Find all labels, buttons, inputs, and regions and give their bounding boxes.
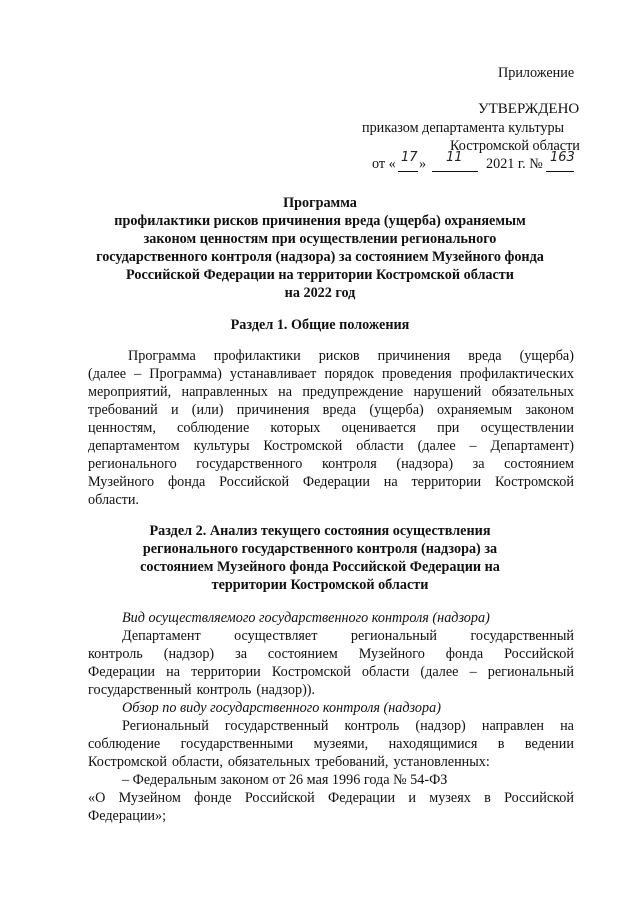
word: причинения xyxy=(236,402,310,418)
word: соблюдение xyxy=(177,420,250,436)
word: Российской xyxy=(244,790,315,806)
word: территории xyxy=(411,474,482,490)
word: Российской xyxy=(504,646,574,662)
law-bullet: – Федеральным законом от 26 мая 1996 года № 54-ФЗ xyxy=(122,772,448,788)
word: региональный xyxy=(487,664,574,680)
paragraph-line xyxy=(122,627,574,645)
word: (ущерба) xyxy=(519,348,574,364)
paragraph-line xyxy=(88,383,574,401)
paragraph-line xyxy=(88,735,574,753)
word: нарушений xyxy=(413,384,482,400)
title-line: законом ценностям при осуществлении регионального xyxy=(143,231,497,247)
word: Федерации xyxy=(88,664,156,680)
word: (ущерба) xyxy=(369,402,424,418)
word: состоянием xyxy=(267,646,338,662)
title-line: Программа xyxy=(283,195,357,211)
word: на xyxy=(166,664,180,680)
word: профилактики xyxy=(213,348,301,364)
word: области. xyxy=(88,492,139,508)
word: ценностям, xyxy=(88,420,156,436)
word: фонде xyxy=(194,790,232,806)
paragraph-line xyxy=(122,717,574,735)
date-prefix: от « xyxy=(372,156,396,172)
word: департаментом xyxy=(88,438,180,454)
word: и xyxy=(170,402,179,418)
word: проведения xyxy=(382,366,452,382)
word: Федерации xyxy=(302,474,370,490)
paragraph-line xyxy=(88,491,574,509)
word: рисков xyxy=(318,348,360,364)
order-number-handwritten: 163 xyxy=(550,150,575,165)
paragraph-line xyxy=(128,347,574,365)
number-underline xyxy=(546,171,574,172)
word: регионального xyxy=(88,456,177,472)
word: территории xyxy=(191,664,261,680)
word: культуры xyxy=(193,438,250,454)
word: государственный xyxy=(470,628,574,644)
word: на xyxy=(278,384,293,400)
word: Программа xyxy=(128,348,196,364)
paragraph-line xyxy=(88,789,574,807)
word: области xyxy=(361,664,410,680)
word: – xyxy=(469,664,477,680)
word: за xyxy=(235,646,247,662)
word: охраняемым xyxy=(436,402,513,418)
title-line: государственного контроля (надзора) за состоянием Музейного фонда xyxy=(96,249,544,265)
word: Региональный xyxy=(122,718,209,734)
paragraph-line xyxy=(88,753,574,771)
word: которых xyxy=(270,420,321,436)
section-2-heading-line: состоянием Музейного фонда Российской Федерации на xyxy=(140,559,500,575)
word: предупреждение xyxy=(302,384,404,400)
word: осуществлении xyxy=(480,420,574,436)
word: Костромской xyxy=(271,664,351,680)
word: контроля xyxy=(321,456,377,472)
paragraph-line xyxy=(88,365,574,383)
word: причинения xyxy=(377,348,451,364)
word: в xyxy=(497,736,505,752)
word: профилактических xyxy=(459,366,574,382)
subheading-control-overview: Обзор по виду государственного контроля (надзора) xyxy=(122,700,441,716)
word: государственного xyxy=(196,456,303,472)
word: направленных xyxy=(181,384,268,400)
word: (надзора) xyxy=(396,456,454,472)
word: области xyxy=(356,438,404,454)
word: законом xyxy=(525,402,574,418)
title-line: профилактики рисков причинения вреда (ущерба) охраняемым xyxy=(114,213,526,229)
word: при xyxy=(437,420,460,436)
day-underline xyxy=(398,171,418,172)
word: (надзор)). xyxy=(256,682,316,698)
section-2-heading-line: регионального государственного контроля (надзора) за xyxy=(142,541,498,557)
word: фонда xyxy=(445,646,484,662)
word: контроль xyxy=(344,718,400,734)
word: региональный xyxy=(350,628,438,644)
word: требований xyxy=(88,402,158,418)
word: и xyxy=(408,790,416,806)
word: Костромской xyxy=(88,754,167,770)
word: (далее xyxy=(88,366,127,382)
word: музеями, xyxy=(313,736,369,752)
paragraph-line xyxy=(88,807,574,825)
paragraph-line xyxy=(88,645,574,663)
approved-stamp: УТВЕРЖДЕНО xyxy=(478,101,580,117)
title-line: Российской Федерации на территории Костромской области xyxy=(126,267,514,283)
word: в xyxy=(484,790,491,806)
word: контроль xyxy=(88,646,143,662)
region-line: Костромской области xyxy=(450,138,580,154)
word: Музейного xyxy=(88,474,155,490)
word: – xyxy=(134,366,142,382)
word: Российской xyxy=(504,790,574,806)
word: Департамент) xyxy=(490,438,574,454)
word: Департамент xyxy=(122,628,201,644)
word: Костромской xyxy=(494,474,574,490)
order-line: приказом департамента культуры xyxy=(362,120,565,136)
word: Федерации xyxy=(328,790,396,806)
day-handwritten: 17 xyxy=(401,150,418,165)
word: оценивается xyxy=(341,420,416,436)
paragraph-line xyxy=(88,473,574,491)
word: Костромской xyxy=(263,438,343,454)
paragraph-line xyxy=(88,663,574,681)
paragraph-line xyxy=(88,401,574,419)
date-mid: » xyxy=(419,156,427,172)
paragraph-line xyxy=(88,455,574,473)
paragraph-line xyxy=(88,419,574,437)
word: состоянием xyxy=(504,456,574,472)
section-1-heading: Раздел 1. Общие положения xyxy=(230,317,410,333)
word: области, xyxy=(171,754,223,770)
word: направлен xyxy=(481,718,545,734)
word: Федерации»; xyxy=(88,808,167,824)
word: на xyxy=(560,718,574,734)
word: контроль xyxy=(196,682,252,698)
word: Музейном xyxy=(118,790,181,806)
word: устанавливает xyxy=(229,366,317,382)
word: обязательных xyxy=(491,384,574,400)
word: порядок xyxy=(324,366,374,382)
month-handwritten: 11 xyxy=(446,150,463,165)
word: (далее xyxy=(420,664,459,680)
word: на xyxy=(383,474,398,490)
word: (далее xyxy=(417,438,456,454)
word: «О xyxy=(88,790,106,806)
word: – xyxy=(469,438,477,454)
word: находящимися xyxy=(388,736,478,752)
word: ведении xyxy=(524,736,574,752)
word: за xyxy=(472,456,485,472)
word: вреда xyxy=(468,348,502,364)
word: обязательных xyxy=(227,754,311,770)
word: Музейного xyxy=(358,646,425,662)
title-line: на 2022 год xyxy=(284,285,356,301)
word: установленных: xyxy=(393,754,490,770)
word: фонда xyxy=(167,474,206,490)
month-underline xyxy=(432,171,478,172)
word: Российской xyxy=(219,474,290,490)
word: мероприятий, xyxy=(88,384,172,400)
word: соблюдение xyxy=(88,736,161,752)
year-number: 2021 г. № xyxy=(486,156,543,172)
section-2-heading-line: Раздел 2. Анализ текущего состояния осуществления xyxy=(149,523,491,539)
section-2-heading-line: территории Костромской области xyxy=(211,577,429,593)
subheading-control-type: Вид осуществляемого государственного контроля (надзора) xyxy=(122,610,490,626)
word: музеях xyxy=(429,790,471,806)
word: осуществляет xyxy=(234,628,318,644)
word: требований, xyxy=(315,754,389,770)
word: (надзор) xyxy=(163,646,215,662)
word: (надзор) xyxy=(415,718,466,734)
word: государственный xyxy=(224,718,329,734)
word: государственными xyxy=(180,736,294,752)
word: государственный xyxy=(88,682,192,698)
paragraph-line xyxy=(88,681,574,699)
word: Программа) xyxy=(149,366,222,382)
appendix-label: Приложение xyxy=(498,65,575,81)
word: вреда xyxy=(322,402,357,418)
paragraph-line xyxy=(88,437,574,455)
word: (или) xyxy=(191,402,224,418)
